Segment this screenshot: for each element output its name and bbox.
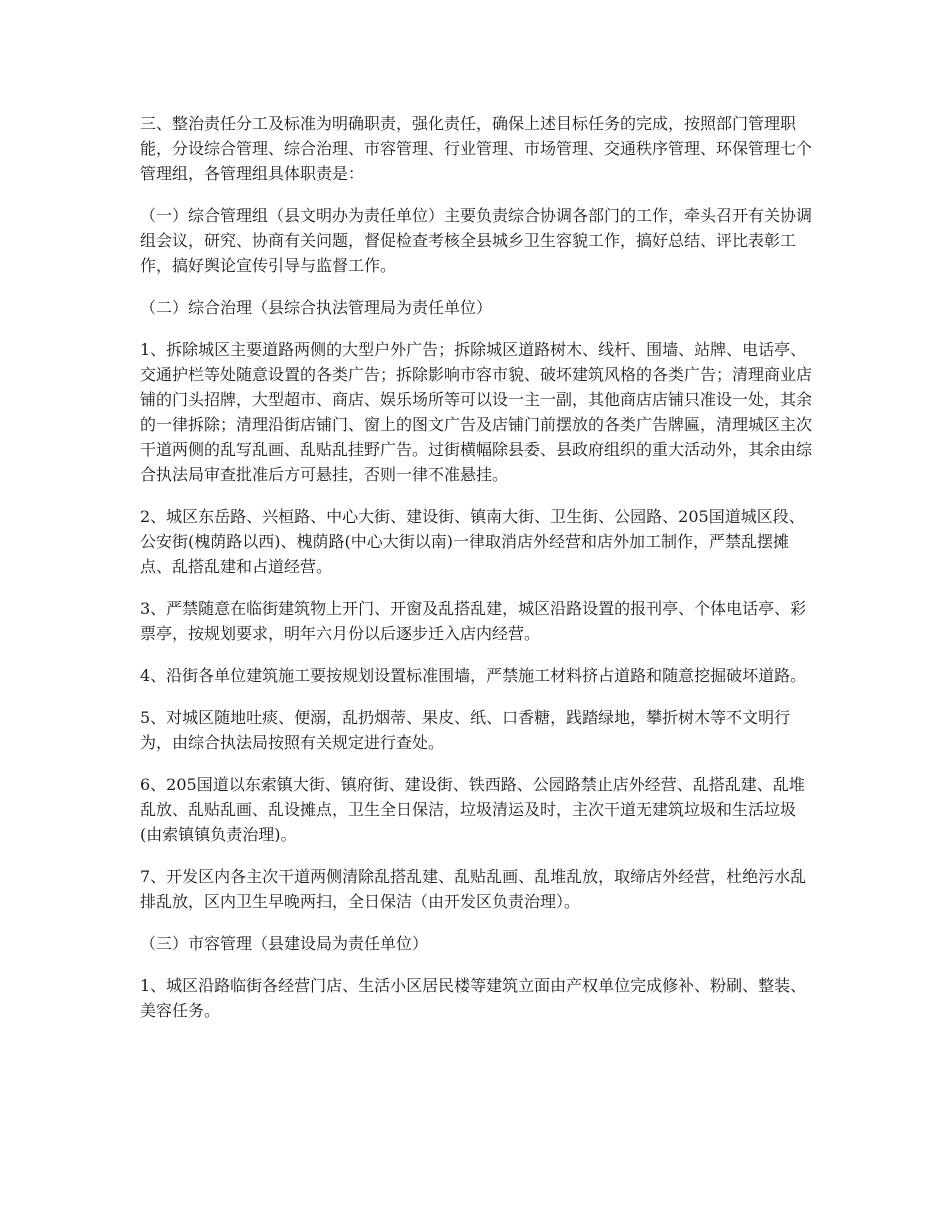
document-body <box>140 111 812 1040</box>
paragraph-comprehensive-management-group: （一）综合管理组（县文明办为责任单位）主要负责综合协调各部门的工作，牵头召开有关协调组会议，研究、协商有关问题，督促检查考核全县城乡卫生容貌工作，搞好总结、评比表彰工作，搞好舆论宣传引导与监督工作。 <box>140 206 813 275</box>
paragraph-item-3-kiosks: 3、严禁随意在临街建筑物上开门、开窗及乱搭乱建，城区沿路设置的报刊亭、个体电话亭、彩票亭，按规划要求，明年六月份以后逐步迁入店内经营。 <box>140 599 807 643</box>
paragraph-city-appearance-heading: （三）市容管理（县建设局为责任单位） <box>140 934 429 953</box>
paragraph-item-2-street-business: 2、城区东岳路、兴桓路、中心大街、建设街、镇南大街、卫生街、公园路、205国道城区段、公安街(槐荫路以西)、槐荫路(中心大街以南)一律取消店外经营和店外加工制作，严禁乱摆摊点、乱搭乱建和占道经营。 <box>140 507 805 576</box>
paragraph-item-7-development-zone: 7、开发区内各主次干道两侧清除乱搭乱建、乱贴乱画、乱堆乱放，取缔店外经营，杜绝污水乱排乱放，区内卫生早晚两扫，全日保洁（由开发区负责治理）。 <box>140 867 807 911</box>
paragraph-comprehensive-governance-heading: （二）综合治理（县综合执法管理局为责任单位） <box>140 298 493 317</box>
paragraph-city-appearance-item-1: 1、城区沿路临街各经营门店、生活小区居民楼等建筑立面由产权单位完成修补、粉刷、整装、美容任务。 <box>140 976 807 1020</box>
paragraph-section-3-intro: 三、整治责任分工及标准为明确职责，强化责任，确保上述目标任务的完成，按照部门管理职能，分设综合管理、综合治理、市容管理、行业管理、市场管理、交通秩序管理、环保管理七个管理组，各管理组具体职责是： <box>140 114 813 183</box>
paragraph-item-4-construction: 4、沿街各单位建筑施工要按规划设置标准围墙，严禁施工材料挤占道路和随意挖掘破坏道路。 <box>140 666 807 685</box>
paragraph-item-6-national-road: 6、205国道以东索镇大街、镇府街、建设街、铁西路、公园路禁止店外经营、乱搭乱建、乱堆乱放、乱贴乱画、乱设摊点，卫生全日保洁，垃圾清运及时，主次干道无建筑垃圾和生活垃圾(由索镇镇负责治理)。 <box>140 775 805 844</box>
paragraph-item-1-advertising: 1、拆除城区主要道路两侧的大型户外广告；拆除城区道路树木、线杆、围墙、站牌、电话亭、交通护栏等处随意设置的各类广告；拆除影响市容市貌、破坏建筑风格的各类广告；清理商业店铺的门头招牌，大型超市、商店、娱乐场所等可以设一主一副，其他商店店铺只准设一处，其余的一律拆除；清理沿街店铺门、窗上的图文广告及店铺门前摆放的各类广告牌匾，清理城区主次干道两侧的乱写乱画、乱贴乱挂野广告。过街横幅除县委、县政府组织的重大活动外，其余由综合执法局审查批准后方可悬挂，否则一律不准悬挂。 <box>140 340 813 484</box>
paragraph-item-5-uncivil-behavior: 5、对城区随地吐痰、便溺，乱扔烟蒂、果皮、纸、口香糖，践踏绿地，攀折树木等不文明行为，由综合执法局按照有关规定进行查处。 <box>140 708 791 752</box>
